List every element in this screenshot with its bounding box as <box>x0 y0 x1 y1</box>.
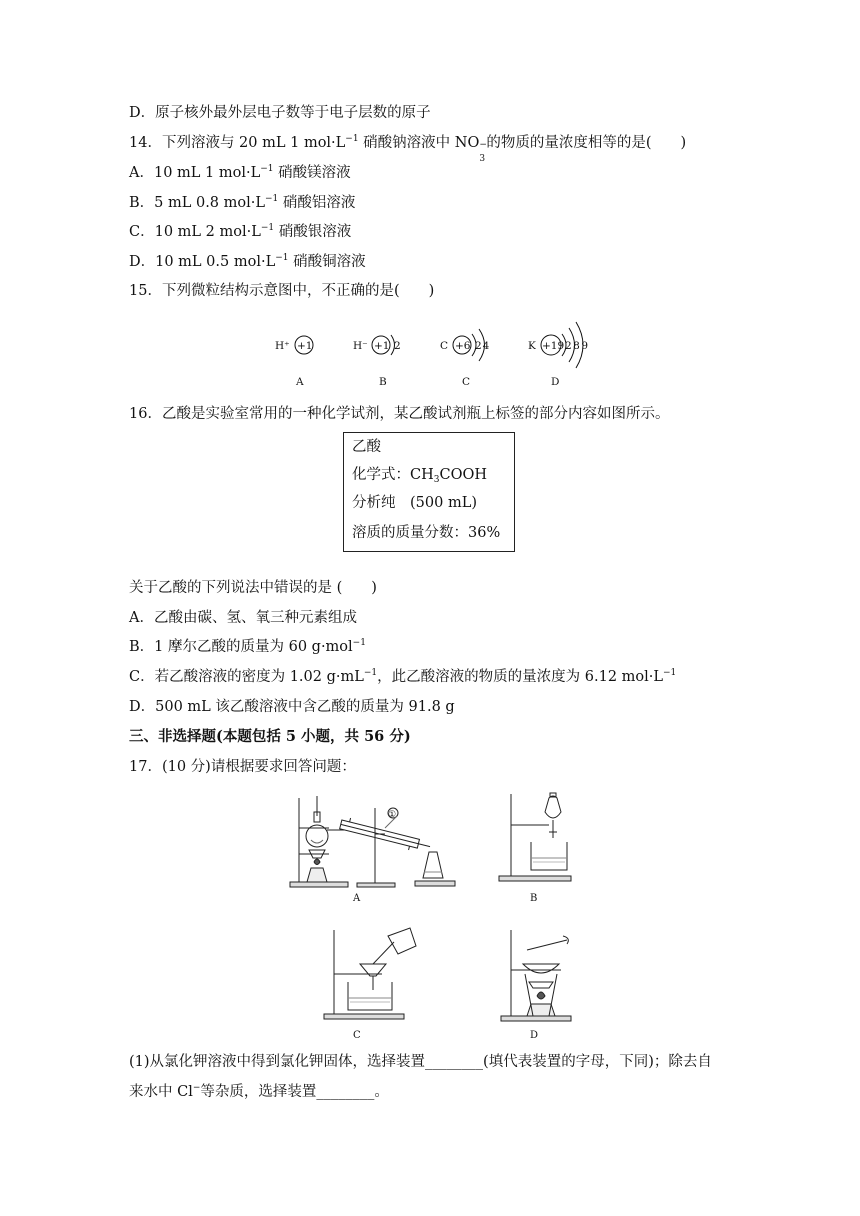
diagram-d-electrons: 289 <box>565 340 590 352</box>
diagram-b-letter: B <box>379 376 387 388</box>
q16-option-c <box>129 667 676 687</box>
question-text: 来水中 Cl <box>129 1084 193 1100</box>
apparatus-c-letter: C <box>353 1030 361 1041</box>
option-text: A．10 mL 1 mol·L <box>129 165 261 181</box>
q14-stem-part: 的物质的量浓度相等的是( ) <box>486 135 687 151</box>
q14-option-c <box>129 222 351 242</box>
q17-sub1-line1: (1)从氯化钾溶液中得到氯化钾固体，选择装置________(填代表装置的字母，下同)；除去自 <box>129 1054 712 1070</box>
q16-option-d: D．500 mL 该乙酸溶液中含乙酸的质量为 91.8 g <box>129 699 455 715</box>
option-text: C．若乙酸溶液的密度为 1.02 g·mL <box>129 669 364 685</box>
q15-stem: 15．下列微粒结构示意图中，不正确的是( ) <box>129 283 435 299</box>
q16-stem: 16．乙酸是实验室常用的一种化学试剂，某乙酸试剂瓶上标签的部分内容如图所示。 <box>129 406 670 422</box>
apparatus-d-letter: D <box>530 1030 539 1041</box>
option-text: 硝酸铝溶液 <box>278 195 356 211</box>
section-3-heading: 三、非选择题(本题包括 5 小题，共 56 分) <box>129 728 411 745</box>
q16-option-a: A．乙酸由碳、氢、氧三种元素组成 <box>129 610 357 626</box>
diagram-d-symbol: K <box>528 340 536 352</box>
diagram-c-symbol: C <box>440 340 449 352</box>
reagent-label <box>343 432 515 552</box>
apparatus-b-letter: B <box>530 893 538 904</box>
superscript: −1 <box>363 668 378 678</box>
diagram-a-letter: A <box>296 376 304 388</box>
q14-stem-part: 14．下列溶液与 20 mL 1 mol·L <box>129 135 346 151</box>
superscript: −1 <box>352 638 366 648</box>
option-text: 硝酸铜溶液 <box>288 254 366 270</box>
option-text: B．1 摩尔乙酸的质量为 60 g·mol <box>129 639 353 655</box>
label-formula <box>352 465 487 485</box>
q14-option-d <box>129 252 366 272</box>
diagram-b-charge: +1 <box>374 340 390 352</box>
apparatus-d-evaporation <box>497 926 577 1026</box>
diagram-c-charge: +6 <box>455 340 471 352</box>
label-grade: 分析纯 (500 mL) <box>352 495 477 511</box>
label-fraction: 溶质的质量分数：36% <box>352 525 501 541</box>
diagram-d-letter: D <box>551 376 560 388</box>
diagram-b-symbol: H⁻ <box>353 340 368 352</box>
superscript: −1 <box>345 134 359 144</box>
superscript: −1 <box>265 194 279 204</box>
diagram-a-charge: +1 <box>297 340 313 352</box>
option-text: B．5 mL 0.8 mol·L <box>129 195 266 211</box>
option-text: 硝酸银溶液 <box>274 224 352 240</box>
apparatus-b-separatory-funnel <box>497 790 577 885</box>
superscript: −1 <box>260 164 274 174</box>
option-text: D．10 mL 0.5 mol·L <box>129 254 276 270</box>
q16-question: 关于乙酸的下列说法中错误的是 ( ) <box>129 580 377 596</box>
q14-stem: 14．下列溶液与 20 mL 1 $mol\cdot L^{-1}$ 硝酸钠溶液中 NO − 3 的物质的量浓度相等的是( ) <box>129 134 687 164</box>
superscript: −1 <box>260 223 275 233</box>
apparatus-a-distillation <box>285 788 465 903</box>
q13-option-d: D．原子核外最外层电子数等于电子层数的原子 <box>129 105 431 121</box>
option-text: C．10 mL 2 mol·L <box>129 224 261 240</box>
option-text: ，此乙酸溶液的物质的量浓度为 6.12 mol·L <box>377 669 664 685</box>
q16-option-b <box>129 637 366 657</box>
superscript: −1 <box>663 668 677 678</box>
label-name: 乙酸 <box>352 439 381 455</box>
option-text: 硝酸镁溶液 <box>273 165 351 181</box>
q14-stem-part: 硝酸钠溶液中 NO <box>358 135 480 151</box>
apparatus-a-letter: A <box>353 893 361 904</box>
diagram-c-letter: C <box>462 376 471 388</box>
diagram-d-charge: +19 <box>542 340 565 352</box>
q17-stem: 17．(10 分)请根据要求回答问题： <box>129 759 356 775</box>
apparatus-a-marker: ① <box>388 810 397 820</box>
diagram-c-electrons: 24 <box>475 340 491 352</box>
superscript: − <box>192 1083 201 1093</box>
diagram-a-symbol: H⁺ <box>275 340 290 352</box>
superscript: −1 <box>275 253 289 263</box>
atom-structure-diagrams <box>0 310 860 390</box>
apparatus-c-filtration <box>322 924 422 1024</box>
formula-part: 化学式：CH <box>352 467 434 483</box>
diagram-b-electrons: 2 <box>394 340 401 352</box>
q14-option-b <box>129 193 355 213</box>
q14-option-a <box>129 163 351 183</box>
question-text: 等杂质，选择装置________。 <box>200 1084 389 1100</box>
subscript: 3 <box>433 475 440 485</box>
formula-part: COOH <box>439 467 487 483</box>
q17-sub1-line2 <box>129 1082 389 1102</box>
